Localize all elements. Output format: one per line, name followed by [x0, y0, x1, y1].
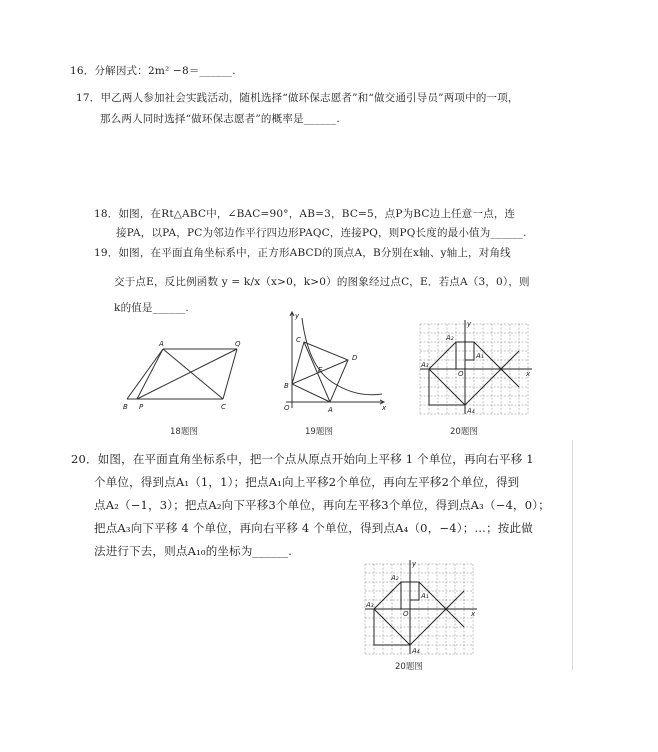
fig20a-label-o: O [458, 370, 464, 378]
fig18-label-c: C [221, 403, 226, 411]
fig20a-label-a1: A₁ [476, 352, 484, 360]
fig20a-label-y: y [467, 320, 472, 328]
figure-20-bottom [360, 558, 478, 656]
figure-18-caption: 18题图 [170, 427, 198, 437]
question-17-line-2: 那么两人同时选择“做环保志愿者”的概率是______. [100, 113, 340, 125]
question-20-line-5: 法进行下去，则点A₁₀的坐标为______. [94, 544, 293, 558]
fig19-label-o: O [284, 404, 290, 412]
fig20b-label-a3: A₃ [366, 601, 374, 609]
fig18-label-b: B [123, 403, 128, 411]
fig18-label-q: Q [235, 340, 241, 348]
fig20a-label-x: x [526, 370, 531, 378]
figure-18 [115, 335, 265, 415]
figure-19 [272, 308, 392, 418]
question-18-line-1: 18．如图，在Rt△ABC中，∠BAC=90°，AB=3，BC=5，点P为BC边上任意一点，连 [94, 208, 516, 220]
figure-20-bottom-caption: 20题图 [395, 662, 423, 672]
figure-20-top [415, 318, 533, 416]
figure-19-caption: 19题图 [305, 427, 333, 437]
fig18-label-p: P [139, 403, 144, 411]
fig20b-label-x: x [471, 610, 476, 618]
fig20b-label-y: y [412, 560, 417, 568]
fig19-label-x: x [382, 404, 387, 412]
fig20b-label-a1: A₁ [421, 592, 429, 600]
fig19-label-e: E [318, 366, 323, 374]
fig19-label-d: D [352, 354, 358, 362]
question-20-line-3: 点A₂（−1，3）；把点A₂向下平移3个单位，再向左平移3个单位，得到点A₃（−4，0）； [94, 498, 550, 512]
fig19-label-a: A [328, 406, 333, 414]
fig20a-label-a3: A₃ [421, 361, 429, 369]
question-20-line-1: 20．如图，在平面直角坐标系中，把一个点从原点开始向上平移 1 个单位，再向右平移 1 [71, 452, 534, 466]
question-17-line-1: 17．甲乙两人参加社会实践活动，随机选择“做环保志愿者”和“做交通引导员”两项中的一项， [76, 92, 519, 104]
question-20-line-2: 个单位，得到点A₁（1，1）；把点A₁向上平移2个单位，再向左平移2个单位，得到 [94, 475, 520, 489]
fig20a-label-a2: A₂ [446, 334, 454, 342]
question-20-line-4: 把点A₃向下平移 4 个单位，再向右平移 4 个单位，得到点A₄（0，−4）；…；按此做 [94, 521, 533, 535]
margin-line [572, 440, 573, 670]
fig19-label-b: B [284, 382, 289, 390]
fig20b-label-a2: A₂ [391, 574, 399, 582]
fig20b-label-a4: A₄ [412, 647, 420, 655]
question-19-line-2: 交于点E，反比例函数 y = k/x（x>0，k>0）的图象经过点C，E．若点A（3，0），则 [114, 276, 530, 288]
question-19-line-3: k的值是______. [114, 302, 189, 314]
fig19-label-c: C [296, 336, 301, 344]
fig20a-label-a4: A₄ [467, 407, 475, 415]
fig19-label-y: y [295, 312, 300, 320]
question-19-line-1: 19．如图，在平面直角坐标系中，正方形ABCD的顶点A，B分别在x轴、y轴上，对角线 [94, 247, 511, 259]
fig20b-label-o: O [403, 610, 409, 618]
figure-20-top-caption: 20题图 [450, 427, 478, 437]
fig18-label-a: A [159, 340, 164, 348]
question-16: 16．分解因式：2m² −8＝______. [70, 65, 236, 77]
question-18-line-2: 接PA，以PA，PC为邻边作平行四边形PAQC，连接PQ，则PQ长度的最小值为______. [116, 227, 527, 239]
